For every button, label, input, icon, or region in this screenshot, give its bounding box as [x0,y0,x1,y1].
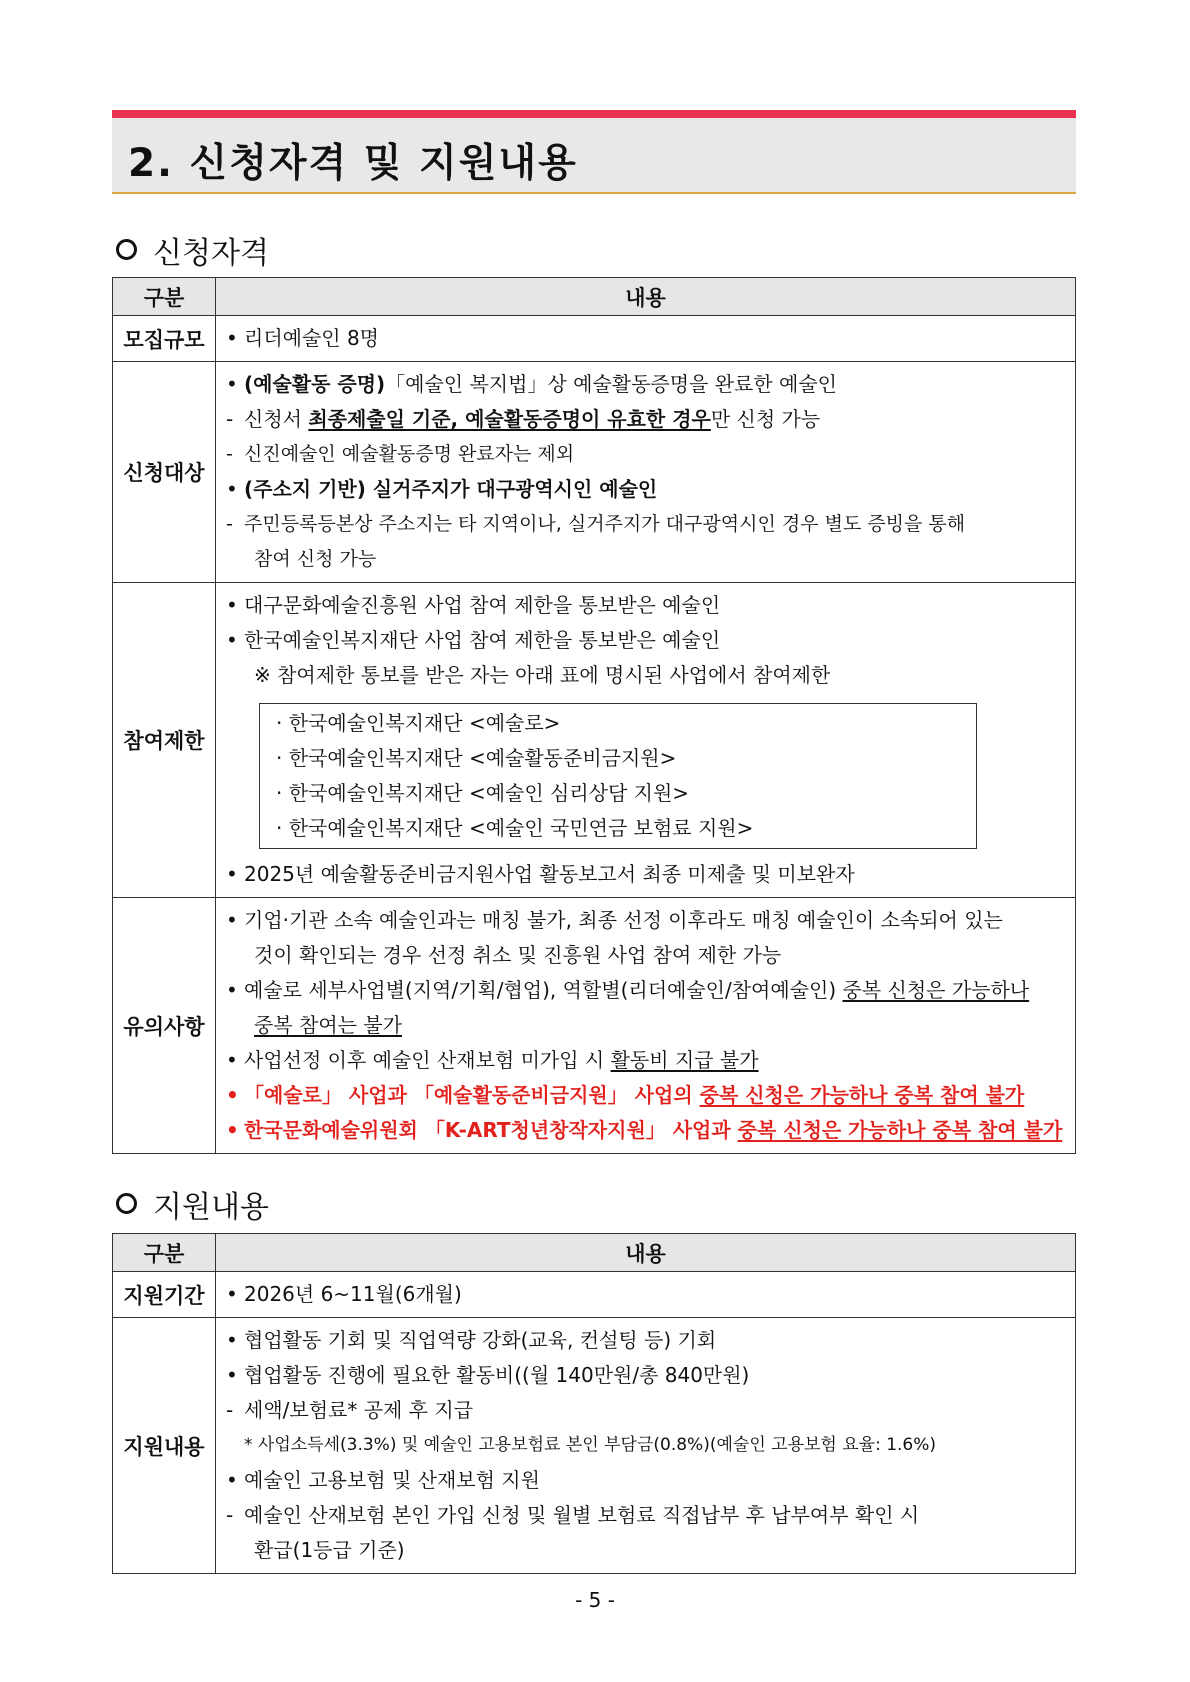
row-content-recruit: • 리더예술인 8명 [216,316,1076,362]
support-heading: 지원내용 [116,1182,269,1226]
restricted-programs-box [259,703,977,849]
list-item: · 한국예술인복지재단 <예술로> [276,711,561,735]
table-row-content [113,1318,1076,1574]
col-content-header: 내용 [216,1234,1076,1272]
col-content-header: 내용 [216,278,1076,316]
table-row-target [113,362,1076,583]
section-header [112,110,1076,194]
table-header-row [113,278,1076,316]
col-category-header: 구분 [113,278,216,316]
table-row-restriction [113,583,1076,898]
row-label-notes: 유의사항 [113,898,216,1154]
eligibility-table [112,277,1076,1154]
row-content-restriction: • 대구문화예술진흥원 사업 참여 제한을 통보받은 예술인 • 한국예술인복지재단 사업 참여 제한을 통보받은 예술인 ※ 참여제한 통보를 받은 자는 아래 표에 명시된 사업에서 참여제한 · 한국예술인복지재단 <예술로> · 한국예술인복지재단 <예술활동준비금지원> · 한국예술인복지재단 <예술인 심리상담 지원> · 한국예술인복지재단 <예술인 국민연금 보험료 지원> • 2025년 예술활동준비금지원사업 활동보고서 최종 미제출 및 미보완자 [216,583,1076,898]
row-label-recruit: 모집규모 [113,316,216,362]
col-category-header: 구분 [113,1234,216,1272]
circle-bullet-icon [116,1193,137,1214]
row-label-restriction: 참여제한 [113,583,216,898]
support-table [112,1233,1076,1574]
row-content-period: • 2026년 6~11월(6개월) [216,1272,1076,1318]
row-content-notes: • 기업·기관 소속 예술인과는 매칭 불가, 최종 선정 이후라도 매칭 예술인이 소속되어 있는 것이 확인되는 경우 선정 취소 및 진흥원 사업 참여 제한 가능 • 예술로 세부사업별(지역/기획/협업), 역할별(리더예술인/참여예술인) 중복 신청은 가능하나 중복 참여는 불가 • 사업선정 이후 예술인 산재보험 미가입 시 활동비 지급 불가 • 「예술로」 사업과 「예술활동준비금지원」 사업의 중복 신청은 가능하나 중복 참여 불가 • 한국문화예술위원회 「K-ART청년창작자지원」 사업과 중복 신청은 가능하나 중복 참여 불가 [216,898,1076,1154]
table-row-period [113,1272,1076,1318]
circle-bullet-icon [116,239,137,260]
table-row-notes [113,898,1076,1154]
table-header-row [113,1234,1076,1272]
row-content-support: • 협업활동 기회 및 직업역량 강화(교육, 컨설팅 등) 기회 • 협업활동 진행에 필요한 활동비((월 140만원/총 840만원) - 세액/보험료* 공제 후 지급 * 사업소득세(3.3%) 및 예술인 고용보험료 본인 부담금(0.8%)(예술인 고용보험 요율: 1.6%) • 예술인 고용보험 및 산재보험 지원 - 예술인 산재보험 본인 가입 신청 및 월별 보험료 직접납부 후 납부여부 확인 시 환급(1등급 기준) [216,1318,1076,1574]
list-item: · 한국예술인복지재단 <예술활동준비금지원> [276,746,677,770]
section-title: 2. 신청자격 및 지원내용 [128,141,578,186]
row-label-period: 지원기간 [113,1272,216,1318]
eligibility-heading: 신청자격 [116,228,269,272]
table-row-recruit [113,316,1076,362]
row-label-content: 지원내용 [113,1318,216,1574]
row-content-target: • (예술활동 증명)「예술인 복지법」상 예술활동증명을 완료한 예술인 - 신청서 최종제출일 기준, 예술활동증명이 유효한 경우만 신청 가능 - 신진예술인 예술활동증명 완료자는 제외 • (주소지 기반) 실거주지가 대구광역시인 예술인 - 주민등록등본상 주소지는 타 지역이나, 실거주지가 대구광역시인 경우 별도 증빙을 통해 참여 신청 가능 [216,362,1076,583]
list-item: · 한국예술인복지재단 <예술인 국민연금 보험료 지원> [276,816,754,840]
page-number: - 5 - [575,1588,615,1612]
list-item: · 한국예술인복지재단 <예술인 심리상담 지원> [276,781,690,805]
row-label-target: 신청대상 [113,362,216,583]
